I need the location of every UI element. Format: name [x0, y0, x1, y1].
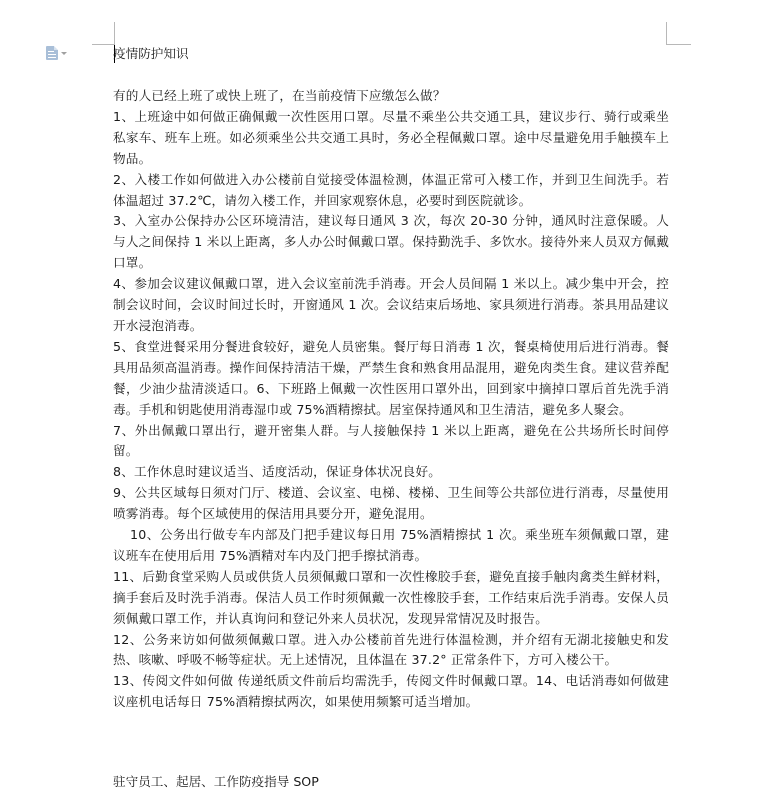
- section-heading: 驻守员工、起居、工作防疫指导 SOP: [113, 774, 319, 789]
- paragraph-10: 10、公务出行做专车内部及门把手建议每日用 75%酒精擦拭 1 次。乘坐班车须佩戴口罩，建议班车在使用后用 75%酒精对车内及门把手擦拭消毒。: [113, 527, 669, 563]
- chevron-down-icon: [61, 52, 67, 55]
- intro-paragraph: 有的人已经上班了或快上班了，在当前疫情下应缴怎么做？: [113, 88, 446, 103]
- document-body[interactable]: [113, 44, 669, 713]
- paragraph-1: 1、上班途中如何做正确佩戴一次性医用口罩。尽量不乘坐公共交通工具，建议步行、骑行或乘坐私家车、班车上班。如必须乘坐公共交通工具时，务必全程佩戴口罩。途中尽量避免用手触摸车上物品。: [113, 108, 669, 166]
- paragraph-7: 7、外出佩戴口罩出行，避开密集人群。与人接触保持 1 米以上距离，避免在公共场所长时间停留。: [113, 422, 669, 459]
- paragraph-3: 3、入室办公保持办公区环境清洁，建议每日通风 3 次，每次 20-30 分钟，通风时注意保暖。人与人之间保持 1 米以上距离，多人办公时佩戴口罩。保持勤洗手、多饮水。接待外来人员双方佩戴口罩。: [113, 213, 669, 271]
- paragraph-11: 11、后勤食堂采购人员或供货人员须佩戴口罩和一次性橡胶手套，避免直接手触肉禽类生鲜材料，摘手套后及时洗手消毒。保洁人员工作时须佩戴一次性橡胶手套，工作结束后洗手消毒。安保人员须佩戴口罩工作，并认真询问和登记外来人员状况，发现异常情况及时报告。: [113, 568, 669, 626]
- paragraph-5: 5、食堂进餐采用分餐进食较好，避免人员密集。餐厅每日消毒 1 次，餐桌椅使用后进行消毒。餐具用品须高温消毒。操作间保持清洁干燥，严禁生食和熟食用品混用，避免肉类生食。建议营养配餐，少油少盐清淡适口。6、下班路上佩戴一次性医用口罩外出，回到家中摘掉口罩后首先洗手消毒。手机和钥匙使用消毒湿巾或 75%酒精擦拭。居室保持通风和卫生清洁，避免多人聚会。: [113, 338, 669, 417]
- document-icon: [46, 46, 58, 60]
- paragraph-2: 2、入楼工作如何做进入办公楼前自觉接受体温检测，体温正常可入楼工作，并到卫生间洗手。若体温超过 37.2℃，请勿入楼工作，并回家观察休息，必要时到医院就诊。: [113, 171, 669, 208]
- document-title: 疫情防护知识: [113, 46, 189, 61]
- paragraph-options-button[interactable]: [46, 45, 76, 61]
- paragraph-9: 9、公共区域每日须对门厅、楼道、会议室、电梯、楼梯、卫生间等公共部位进行消毒，尽量使用喷雾消毒。每个区域使用的保洁用具要分开，避免混用。: [113, 485, 669, 522]
- paragraph-12: 12、公务来访如何做须佩戴口罩。进入办公楼前首先进行体温检测，并介绍有无湖北接触史和发热、咳嗽、呼吸不畅等症状。无上述情况，且体温在 37.2° 正常条件下，方可入楼公干。: [113, 631, 669, 668]
- paragraph-13: 13、传阅文件如何做 传递纸质文件前后均需洗手，传阅文件时佩戴口罩。14、电话消毒如何做建议座机电话每日 75%酒精擦拭两次，如果使用频繁可适当增加。: [113, 673, 669, 710]
- crop-mark-top-right: [666, 22, 691, 45]
- paragraph-8: 8、工作休息时建议适当、适度活动，保证身体状况良好。: [113, 464, 442, 480]
- paragraph-4: 4、参加会议建议佩戴口罩，进入会议室前洗手消毒。开会人员间隔 1 米以上。减少集中开会，控制会议时间，会议时间过长时，开窗通风 1 次。会议结束后场地、家具须进行消毒。茶具用品建议开水浸泡消毒。: [113, 276, 669, 333]
- crop-mark-top-left: [92, 22, 115, 45]
